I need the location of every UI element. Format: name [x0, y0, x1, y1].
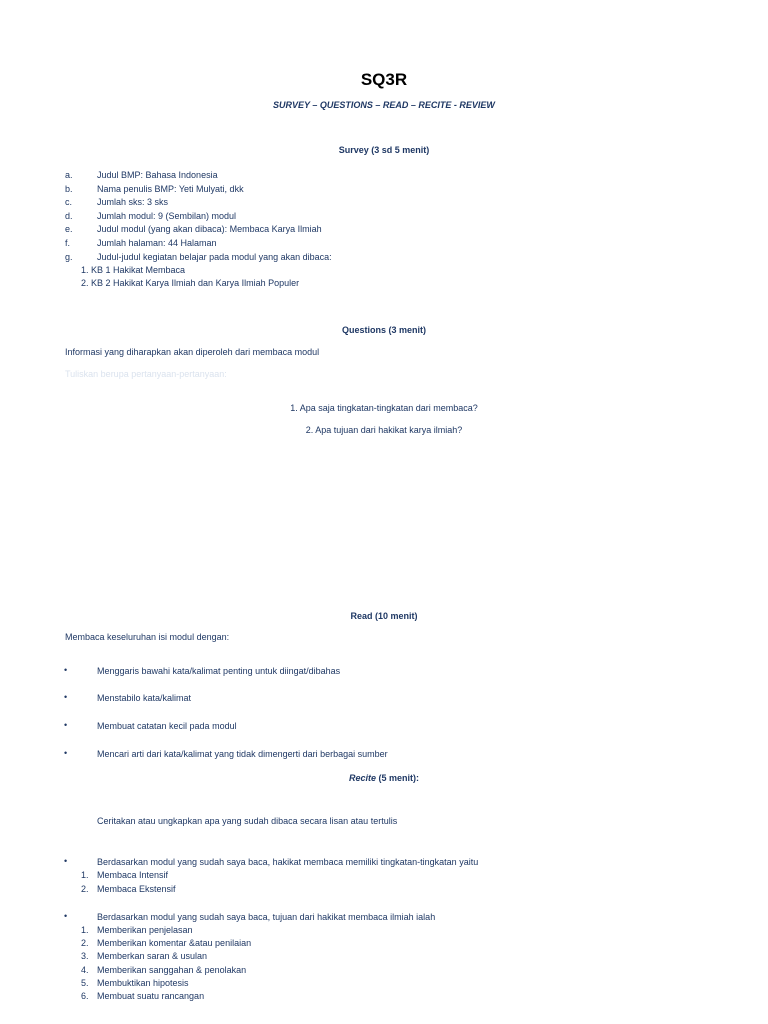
recite-item-marker: 4. — [81, 965, 89, 975]
recite-item: Memberikan sanggahan & penolakan — [97, 965, 247, 975]
recite-intro: Ceritakan atau ungkapkan apa yang sudah dibaca secara lisan atau tertulis — [97, 816, 398, 826]
recite-heading-rest: (5 menit): — [376, 773, 420, 783]
survey-item-marker: g. — [65, 252, 73, 262]
page-title: SQ3R — [360, 70, 408, 89]
survey-item-marker: d. — [65, 211, 73, 221]
survey-item: Judul BMP: Bahasa Indonesia — [97, 170, 218, 180]
page-subtitle: SURVEY – QUESTIONS – READ – RECITE - REVIEW — [273, 100, 495, 110]
recite-item: Memberikan komentar &atau penilaian — [97, 938, 252, 948]
recite-group-lead: Berdasarkan modul yang sudah saya baca, hakikat membaca memiliki tingkatan-tingkatan yaitu — [97, 857, 479, 867]
bullet-glyph: • — [64, 856, 68, 866]
read-heading: Read (10 menit) — [350, 611, 418, 621]
questions-heading: Questions (3 menit) — [341, 325, 426, 335]
survey-item-marker: e. — [65, 224, 73, 234]
recite-item: Membuat suatu rancangan — [97, 991, 205, 1001]
question-item: 2. Apa tujuan dari hakikat karya ilmiah? — [305, 425, 463, 435]
survey-heading: Survey (3 sd 5 menit) — [338, 145, 430, 155]
recite-heading — [0, 773, 768, 783]
recite-group-lead: Berdasarkan modul yang sudah saya baca, tujuan dari hakikat membaca ilmiah ialah — [97, 912, 436, 922]
recite-item-marker: 1. — [81, 925, 89, 935]
recite-heading-italic: Recite — [348, 773, 376, 783]
bullet-glyph: • — [64, 665, 68, 675]
survey-sub-item: 1. KB 1 Hakikat Membaca — [81, 265, 186, 275]
survey-sub-item: 2. KB 2 Hakikat Karya Ilmiah dan Karya Ilmiah Populer — [81, 278, 300, 288]
survey-item: Judul modul (yang akan dibaca): Membaca Karya Ilmiah — [97, 224, 322, 234]
recite-item: Memberikan penjelasan — [97, 925, 193, 935]
recite-item: Membuktikan hipotesis — [97, 978, 189, 988]
question-item: 1. Apa saja tingkatan-tingkatan dari membaca? — [290, 403, 478, 413]
recite-item: Memberkan saran & usulan — [97, 951, 208, 961]
read-intro: Membaca keseluruhan isi modul dengan: — [65, 632, 230, 642]
survey-item: Nama penulis BMP: Yeti Mulyati, dkk — [97, 184, 244, 194]
survey-item: Jumlah modul: 9 (Sembilan) modul — [97, 211, 237, 221]
read-item: Membuat catatan kecil pada modul — [97, 721, 237, 731]
recite-item-marker: 3. — [81, 951, 89, 961]
recite-item-marker: 2. — [81, 938, 89, 948]
survey-item: Jumlah sks: 3 sks — [97, 197, 169, 207]
bullet-glyph: • — [64, 748, 68, 758]
survey-item: Jumlah halaman: 44 Halaman — [97, 238, 217, 248]
survey-item: Judul-judul kegiatan belajar pada modul yang akan dibaca: — [97, 252, 332, 262]
recite-item-marker: 6. — [81, 991, 89, 1001]
survey-item-marker: f. — [65, 238, 71, 248]
survey-item-marker: c. — [65, 197, 73, 207]
survey-item-marker: a. — [65, 170, 73, 180]
recite-item-marker: 2. — [81, 884, 89, 894]
survey-item-marker: b. — [65, 184, 73, 194]
questions-placeholder: Tuliskan berupa pertanyaan-pertanyaan: — [65, 369, 227, 379]
read-item: Mencari arti dari kata/kalimat yang tidak dimengerti dari berbagai sumber — [97, 749, 388, 759]
recite-item-marker: 5. — [81, 978, 89, 988]
bullet-glyph: • — [64, 692, 68, 702]
questions-intro: Informasi yang diharapkan akan diperoleh dari membaca modul — [65, 347, 320, 357]
bullet-glyph: • — [64, 720, 68, 730]
recite-item: Membaca Intensif — [97, 870, 169, 880]
recite-item-marker: 1. — [81, 870, 89, 880]
read-item: Menstabilo kata/kalimat — [97, 693, 192, 703]
bullet-glyph: • — [64, 911, 68, 921]
recite-item: Membaca Ekstensif — [97, 884, 176, 894]
read-item: Menggaris bawahi kata/kalimat penting untuk diingat/dibahas — [97, 666, 341, 676]
